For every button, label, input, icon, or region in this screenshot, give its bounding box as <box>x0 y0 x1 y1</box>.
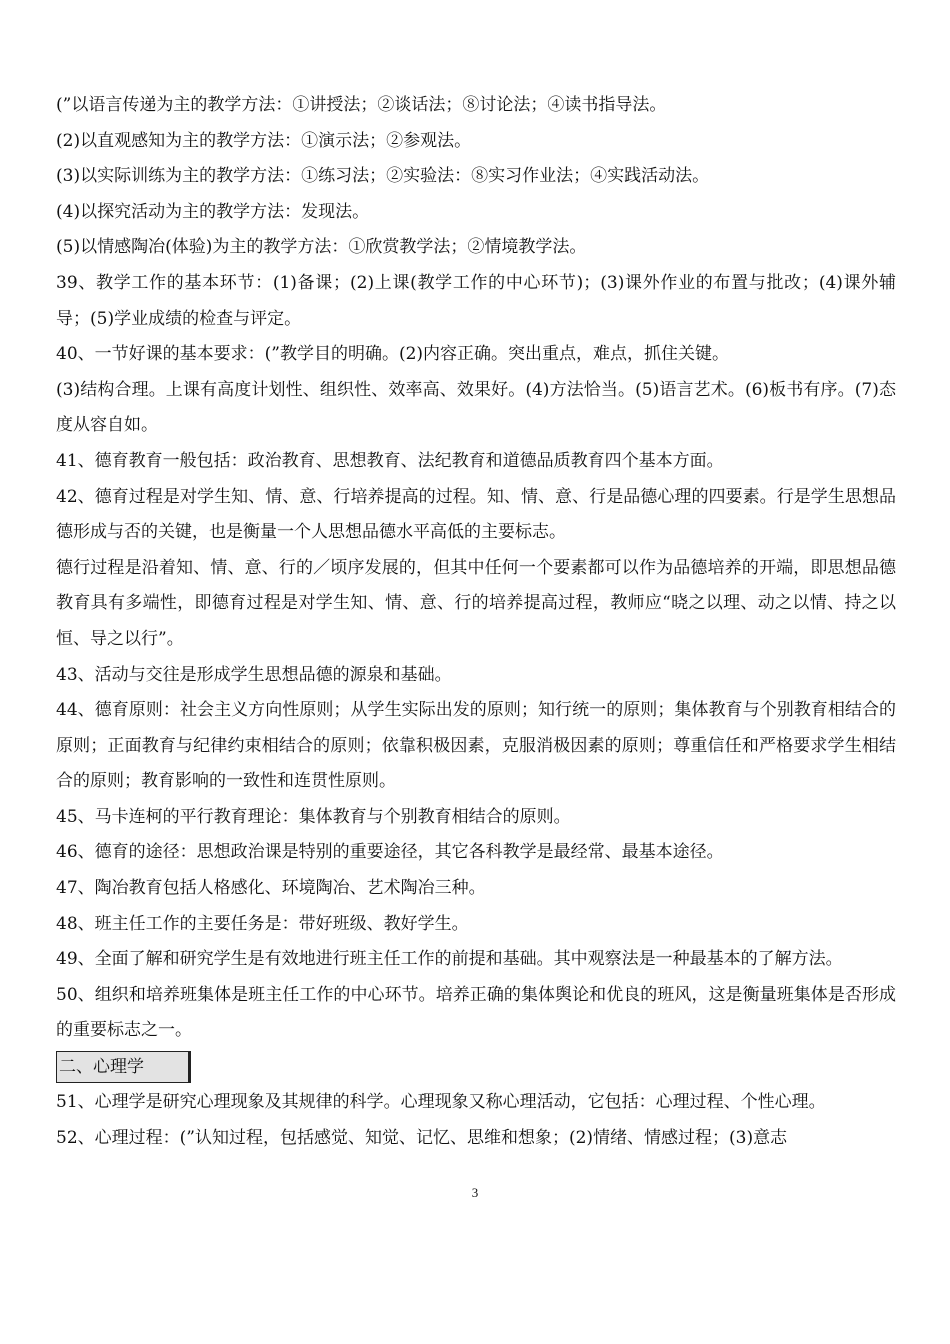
section-heading: 二、心理学 <box>56 1051 189 1083</box>
paragraph-42: 42、德育过程是对学生知、情、意、行培养提高的过程。知、情、意、行是品德心理的四要素。行是学生思想品德形成与否的关键，也是衡量一个人思想品德水平高低的主要标志。 <box>56 486 896 543</box>
paragraph-method-4: (4)以探究活动为主的教学方法：发现法。 <box>56 201 370 222</box>
document-body <box>56 88 896 1156</box>
paragraph-40: 40、一节好课的基本要求：(”教学目的明确。(2)内容正确。突出重点，难点，抓住关键。 <box>56 344 730 365</box>
paragraph-48: 48、班主任工作的主要任务是：带好班级、教好学生。 <box>56 913 469 934</box>
paragraph-method-5: (5)以情感陶冶(体验)为主的教学方法：①欣赏教学法；②情境教学法。 <box>56 237 587 258</box>
paragraph-45: 45、马卡连柯的平行教育理论：集体教育与个别教育相结合的原则。 <box>56 806 571 827</box>
paragraph-method-1: (”以语言传递为主的教学方法：①讲授法；②谈话法；⑧讨论法；④读书指导法。 <box>56 95 667 115</box>
paragraph-44: 44、德育原则：社会主义方向性原则；从学生实际出发的原则；知行统一的原则；集体教育与个别教育相结合的原则；正面教育与纪律约束相结合的原则；依靠积极因素，克服消极因素的原则；尊重信任和严格要求学生相结合的原则；教育影响的一致性和连贯性原则。 <box>56 700 896 792</box>
paragraph-51: 51、心理学是研究心理现象及其规律的科学。心理现象又称心理活动，它包括：心理过程、个性心理。 <box>56 1092 826 1113</box>
paragraph-49: 49、全面了解和研究学生是有效地进行班主任工作的前提和基础。其中观察法是一种最基本的了解方法。 <box>56 949 843 970</box>
paragraph-39: 39、教学工作的基本环节：(1)备课；(2)上课(教学工作的中心环节)；(3)课外作业的布置与批改；(4)课外辅导；(5)学业成绩的检查与评定。 <box>56 272 896 329</box>
paragraph-40-continued: (3)结构合理。上课有高度计划性、组织性、效率高、效果好。(4)方法恰当。(5)语言艺术。(6)板书有序。(7)态度从容自如。 <box>56 379 896 436</box>
paragraph-method-2: (2)以直观感知为主的教学方法：①演示法；②参观法。 <box>56 130 472 151</box>
paragraph-50: 50、组织和培养班集体是班主任工作的中心环节。培养正确的集体舆论和优良的班风，这是衡量班集体是否形成的重要标志之一。 <box>56 984 896 1041</box>
paragraph-47: 47、陶冶教育包括人格感化、环境陶冶、艺术陶冶三种。 <box>56 878 486 899</box>
page-number: 3 <box>471 1185 479 1200</box>
paragraph-43: 43、活动与交往是形成学生思想品德的源泉和基础。 <box>56 664 452 685</box>
paragraph-52: 52、心理过程：(”认知过程，包括感觉、知觉、记忆、思维和想象；(2)情绪、情感过程；(3)意志 <box>56 1127 788 1148</box>
paragraph-46: 46、德育的途径：思想政治课是特别的重要途径，其它各科教学是最经常、最基本途径。 <box>56 842 724 863</box>
section-heading-row <box>56 1049 896 1085</box>
paragraph-41: 41、德育教育一般包括：政治教育、思想教育、法纪教育和道德品质教育四个基本方面。 <box>56 450 724 471</box>
paragraph-method-3: (3)以实际训练为主的教学方法：①练习法；②实验法：⑧实习作业法；④实践活动法。 <box>56 166 710 187</box>
paragraph-42-continued: 德行过程是沿着知、情、意、行的／顷序发展的，但其中任何一个要素都可以作为品德培养的开端，即思想品德教育具有多端性，即德育过程是对学生知、情、意、行的培养提高过程，教师应“晓之以理、动之以情、持之以恒、导之以行”。 <box>56 557 896 649</box>
